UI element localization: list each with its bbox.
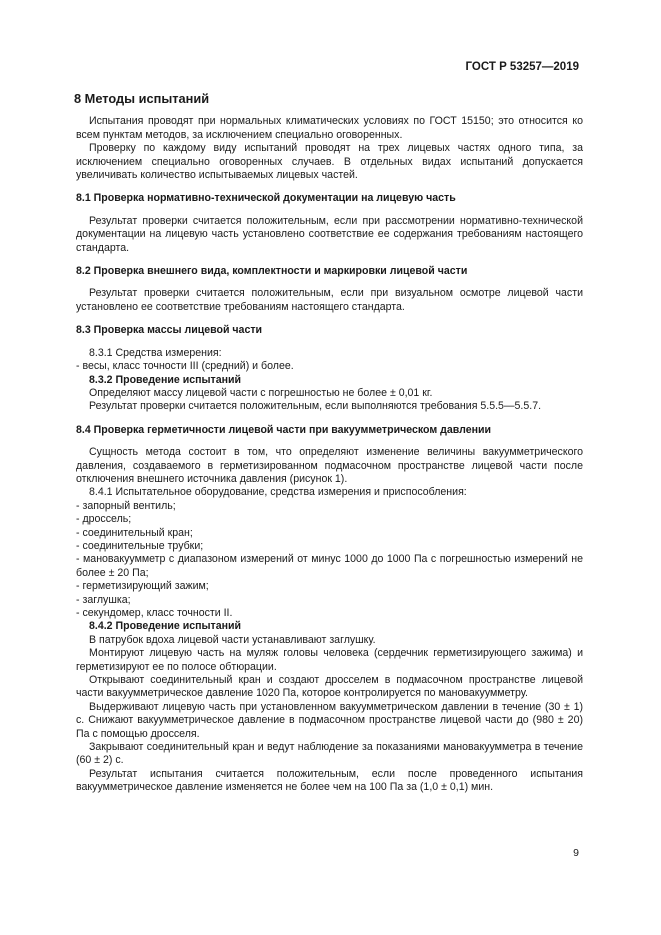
section-8-title: 8 Методы испытаний bbox=[74, 91, 210, 106]
subsection-8-3-1: 8.3.1 Средства измерения: bbox=[89, 346, 222, 359]
subsection-8-4-2: 8.4.2 Проведение испытаний bbox=[89, 620, 242, 633]
list-item: - соединительные трубки; bbox=[76, 539, 204, 552]
paragraph: Результат испытания считается положительным, если после проведенного испытания вакуумметрическое давление изменяется не более чем на 100 Па за (1,0 ± 0,1) мин. bbox=[76, 767, 583, 794]
list-item: - соединительный кран; bbox=[76, 526, 193, 539]
list-item: - дроссель; bbox=[76, 513, 132, 526]
list-item: - герметизирующий зажим; bbox=[76, 580, 209, 593]
page-number: 9 bbox=[573, 847, 579, 859]
paragraph: Открывают соединительный кран и создают дросселем в подмасочном пространстве лицевой части вакуумметрическое давление 1020 Па, которое контролируется по мановакуумметру. bbox=[76, 674, 583, 700]
paragraph: Сущность метода состоит в том, что определяют изменение величины вакуумметрического давления, создаваемого в герметизированном подмасочном пространстве лицевой части после отключения внешнего источника давления (рисунок 1). bbox=[76, 446, 583, 485]
list-item: - заглушка; bbox=[76, 593, 131, 606]
section-8-1-title: 8.1 Проверка нормативно-технической документации на лицевую часть bbox=[76, 192, 456, 205]
paragraph: Определяют массу лицевой части с погрешностью не более ± 0,01 кг. bbox=[89, 386, 433, 399]
paragraph: Результат проверки считается положительным, если при рассмотрении нормативно-технической документации на лицевую часть установлено соответствие ее содержания требованиям настоящего стандарта. bbox=[76, 214, 583, 254]
paragraph: Результат проверки считается положительным, если выполняются требования 5.5.5—5.5.7. bbox=[89, 400, 542, 413]
section-8-4-title: 8.4 Проверка герметичности лицевой части при вакуумметрическом давлении bbox=[76, 423, 492, 436]
section-8-2-title: 8.2 Проверка внешнего вида, комплектности и маркировки лицевой части bbox=[76, 265, 468, 278]
paragraph: Выдерживают лицевую часть при установленном вакуумметрическом давлении в течение (30 ± 1) с. Снижают вакуумметрическое давление в подмасочном пространстве лицевой части до (980 ± 20) Па с помощью дросселя. bbox=[76, 700, 583, 740]
paragraph: Монтируют лицевую часть на муляж головы человека (сердечник герметизирующего зажима) и герметизируют ее по полосе обтюрации. bbox=[76, 647, 583, 673]
page-content bbox=[76, 92, 583, 795]
section-8-3-title: 8.3 Проверка массы лицевой части bbox=[76, 324, 263, 337]
list-item: - секундомер, класс точности II. bbox=[76, 607, 233, 619]
paragraph: Результат проверки считается положительным, если при визуальном осмотре лицевой части установлено ее соответствие требованиям настоящего стандарта. bbox=[76, 287, 583, 313]
list-item: - мановакуумметр с диапазоном измерений от минус 1000 до 1000 Па с погрешностью измерений не более ± 20 Па; bbox=[76, 553, 583, 579]
subsection-8-4-1: 8.4.1 Испытательное оборудование, средства измерения и приспособления: bbox=[89, 486, 467, 499]
paragraph: Проверку по каждому виду испытаний проводят на трех лицевых частях одного типа, за исключением специально оговоренных случаев. В отдельных видах испытаний допускается увеличивать количество испытываемых лицевых частей. bbox=[76, 142, 583, 182]
list-item: - весы, класс точности III (средний) и более. bbox=[76, 360, 294, 373]
document-id: ГОСТ Р 53257—2019 bbox=[465, 61, 579, 73]
paragraph: В патрубок вдоха лицевой части устанавливают заглушку. bbox=[89, 633, 376, 646]
paragraph: Испытания проводят при нормальных климатических условиях по ГОСТ 15150; это относится ко всем пунктам методов, за исключением специально оговоренных. bbox=[76, 115, 583, 141]
paragraph: Закрывают соединительный кран и ведут наблюдение за показаниями мановакуумметра в течение (60 ± 2) с. bbox=[76, 741, 583, 767]
subsection-8-3-2: 8.3.2 Проведение испытаний bbox=[89, 373, 242, 386]
list-item: - запорный вентиль; bbox=[76, 499, 176, 512]
